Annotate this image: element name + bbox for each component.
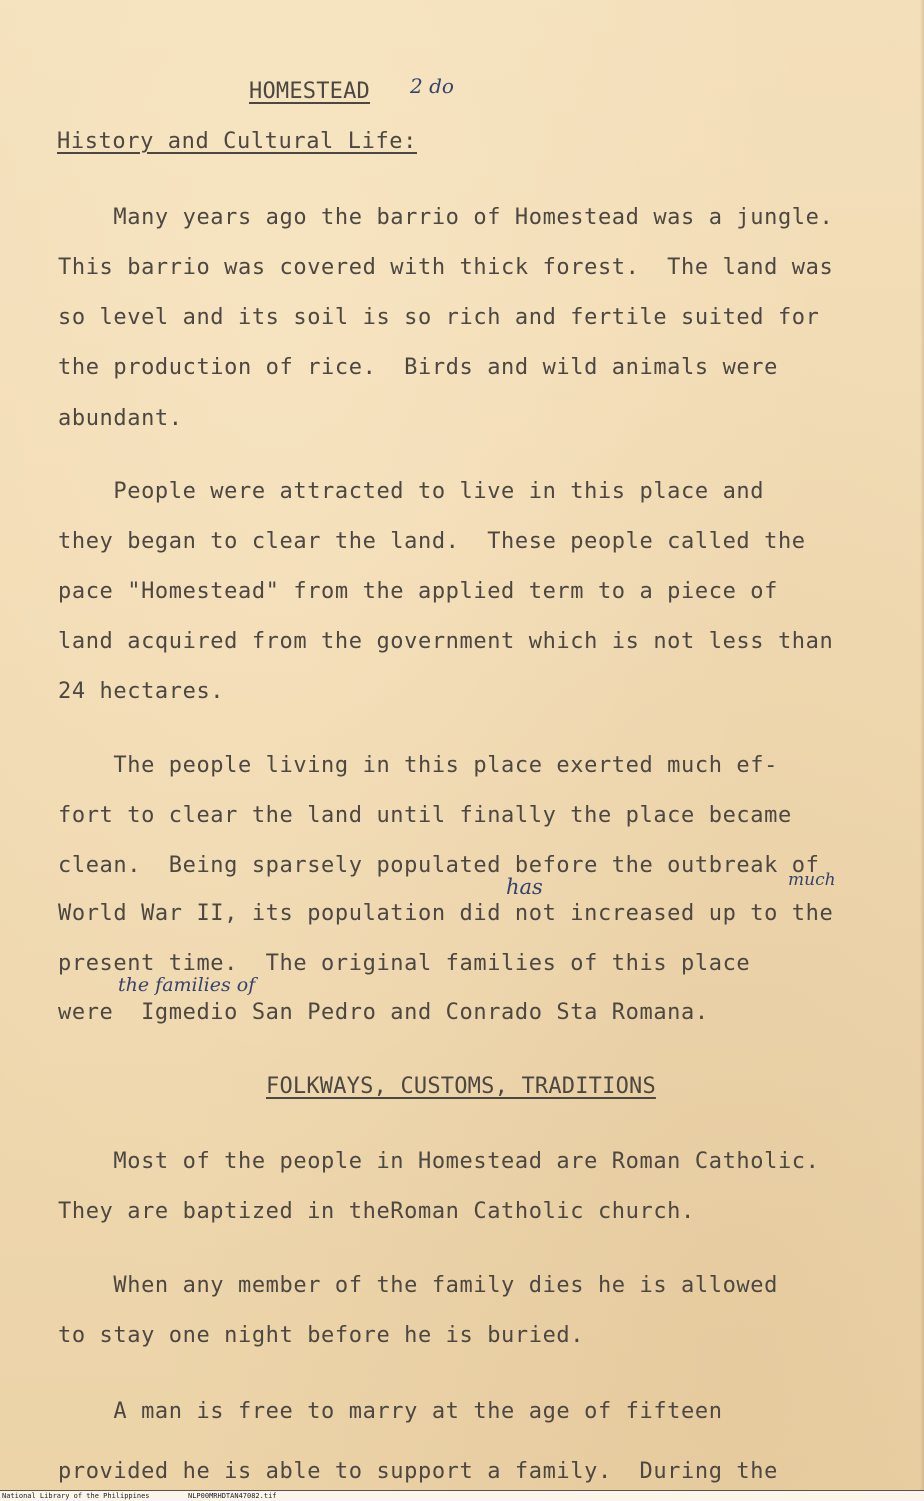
body-line: The people living in this place exerted much ef- [58,753,778,778]
handwritten-insert-has: has [506,875,543,899]
handwritten-insert-much: much [788,870,836,890]
body-line: abundant. [58,406,183,431]
body-line: provided he is able to support a family. During the [58,1459,778,1484]
body-line: World War II, its population did not increased up to the [58,901,834,926]
page-edge [920,0,924,1500]
body-line: People were attracted to live in this place and [58,479,765,504]
body-line: clean. Being sparsely populated before the outbreak of [58,853,820,878]
body-line: land acquired from the government which is not less than [58,629,834,654]
body-line: Most of the people in Homestead are Roman Catholic. [58,1149,820,1174]
body-line: so level and its soil is so rich and fertile suited for [58,305,820,330]
section-heading-folkways: FOLKWAYS, CUSTOMS, TRADITIONS [266,1074,656,1099]
section-heading-history: History and Cultural Life: [57,129,417,154]
body-line: to stay one night before he is buried. [58,1323,585,1348]
footer-file-id: NLP00MRHDTAN47082.tif [188,1492,277,1500]
scan-footer [0,1490,924,1501]
page-title: HOMESTEAD [249,79,371,104]
body-line: They are baptized in theRoman Catholic church. [58,1199,695,1224]
body-line: Many years ago the barrio of Homestead was a jungle. [58,205,834,230]
body-line: the production of rice. Birds and wild animals were [58,355,778,380]
body-line: they began to clear the land. These people called the [58,529,806,554]
body-line: A man is free to marry at the age of fifteen [58,1399,723,1424]
body-line: present time. The original families of this place [58,951,751,976]
handwritten-insert-the-families-of: the families of [118,974,256,996]
body-line: were Igmedio San Pedro and Conrado Sta Romana. [58,1000,709,1025]
body-line: pace "Homestead" from the applied term to a piece of [58,579,778,604]
body-line: fort to clear the land until finally the place became [58,803,792,828]
footer-library-name: National Library of the Philippines [2,1492,150,1500]
title-handwritten-note: 2 do [410,74,454,98]
body-line: When any member of the family dies he is allowed [58,1273,778,1298]
body-line: This barrio was covered with thick forest. The land was [58,255,834,280]
body-line: 24 hectares. [58,679,225,704]
